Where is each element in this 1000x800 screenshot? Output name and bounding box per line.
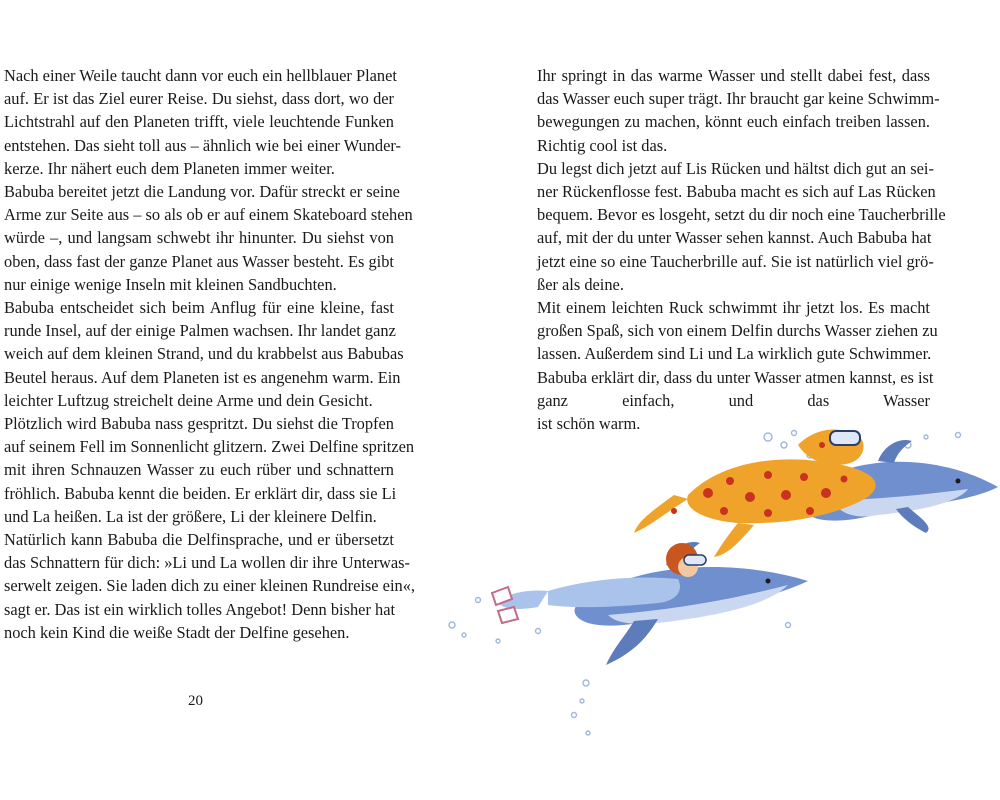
text-line: auf. Er ist das Ziel eurer Reise. Du siehst, dass dort, wo der (4, 89, 394, 109)
paragraph (4, 412, 415, 528)
text-line: kerze. Ihr nähert euch dem Planeten immer weiter. (4, 158, 335, 178)
text-line: mit ihren Schnauzen Wasser zu euch rüber und schnattern (4, 460, 394, 480)
text-line: weich auf dem kleinen Strand, und du krabbelst aus Babubas (4, 344, 404, 364)
paragraph (537, 64, 940, 157)
babuba-character (634, 430, 876, 557)
paragraph (537, 157, 946, 296)
text-line: runde Insel, auf der einige Palmen wachsen. Ihr landet ganz (4, 321, 396, 341)
text-line: Babuba erklärt dir, dass du unter Wasser atmen kannst, es ist (537, 367, 934, 387)
text-line: Nach einer Weile taucht dann vor euch ein hellblauer Planet (4, 66, 397, 85)
text-line: Mit einem leichten Ruck schwimmt ihr jetzt los. Es macht (537, 298, 930, 318)
text-line: Richtig cool ist das. (537, 135, 668, 155)
text-line: ganz einfach, und das Wasser (537, 390, 930, 410)
text-line: entstehen. Das sieht toll aus – ähnlich wie bei einer Wunder- (4, 135, 401, 155)
text-line: jetzt eine so eine Taucherbrille auf. Sie ist natürlich viel grö- (537, 251, 934, 271)
text-line: und La heißen. La ist der größere, Li der kleinere Delfin. (4, 506, 377, 526)
text-line: Ihr springt in das warme Wasser und stellt dabei fest, dass (537, 66, 930, 85)
text-line: Arme zur Seite aus – so als ob er auf einem Skateboard stehen (4, 205, 413, 225)
text-line: das Schnattern für dich: »Li und La wollen dir ihre Unterwas- (4, 553, 411, 573)
text-line: ßer als deine. (537, 274, 624, 294)
text-line: auf seinem Fell im Sonnenlicht glitzern. Zwei Delfine spritzen (4, 437, 415, 457)
right-page (500, 0, 1000, 800)
left-page-text (4, 64, 415, 644)
text-line: Natürlich kann Babuba die Delfinsprache, und er übersetzt (4, 530, 394, 550)
page-number: 20 (188, 693, 203, 709)
text-line: sagt er. Das ist ein wirklich tolles Angebot! Denn bisher hat (4, 599, 396, 619)
text-line: lassen. Außerdem sind Li und La wirklich gute Schwimmer. (537, 344, 932, 364)
paragraph (4, 528, 415, 644)
dolphins-illustration-icon (438, 415, 1000, 745)
text-line: noch kein Kind die weiße Stadt der Delfine gesehen. (4, 622, 350, 642)
text-line: Du legst dich jetzt auf Lis Rücken und hältst dich gut an sei- (537, 158, 934, 178)
text-line: Babuba bereitet jetzt die Landung vor. Dafür streckt er seine (4, 182, 400, 202)
text-line: nur einige wenige Inseln mit kleinen Sandbuchten. (4, 274, 337, 294)
text-line: leichter Luftzug streichelt deine Arme und dein Gesicht. (4, 390, 373, 410)
text-line: Lichtstrahl auf den Planeten trifft, viele leuchtende Funken (4, 112, 394, 132)
paragraph (4, 180, 413, 296)
text-line: Beutel heraus. Auf dem Planeten ist es angenehm warm. Ein (4, 367, 401, 387)
text-line: ner Rückenflosse fest. Babuba macht es sich auf Las Rücken (537, 182, 936, 202)
text-line: bequem. Bevor es losgeht, setzt du dir noch eine Taucherbrille (537, 205, 946, 225)
text-line: würde –, und langsam schwebt ihr hinunter. Du siehst von (4, 228, 394, 248)
text-line: das Wasser euch super trägt. Ihr braucht gar keine Schwimm- (537, 89, 940, 109)
text-line: Babuba entscheidet sich beim Anflug für eine kleine, fast (4, 298, 394, 318)
paragraph (4, 64, 401, 180)
text-line: auf, mit der du unter Wasser sehen kannst. Auch Babuba hat (537, 228, 932, 248)
text-line: großen Spaß, sich von einem Delfin durchs Wasser ziehen zu (537, 321, 938, 341)
paragraph (4, 296, 404, 412)
text-line: Plötzlich wird Babuba nass gespritzt. Du siehst die Tropfen (4, 414, 394, 434)
text-line: serwelt zeigen. Sie laden dich zu einer kleinen Rundreise ein«, (4, 576, 415, 596)
right-page-text (537, 64, 946, 435)
text-line: oben, dass fast der ganze Planet aus Wasser besteht. Es gibt (4, 251, 394, 271)
text-line: fröhlich. Babuba kennt die beiden. Er erklärt dir, dass sie Li (4, 483, 397, 503)
text-line: bewegungen zu machen, könnt euch einfach treiben lassen. (537, 112, 930, 132)
text-line: ist schön warm. (537, 414, 641, 434)
